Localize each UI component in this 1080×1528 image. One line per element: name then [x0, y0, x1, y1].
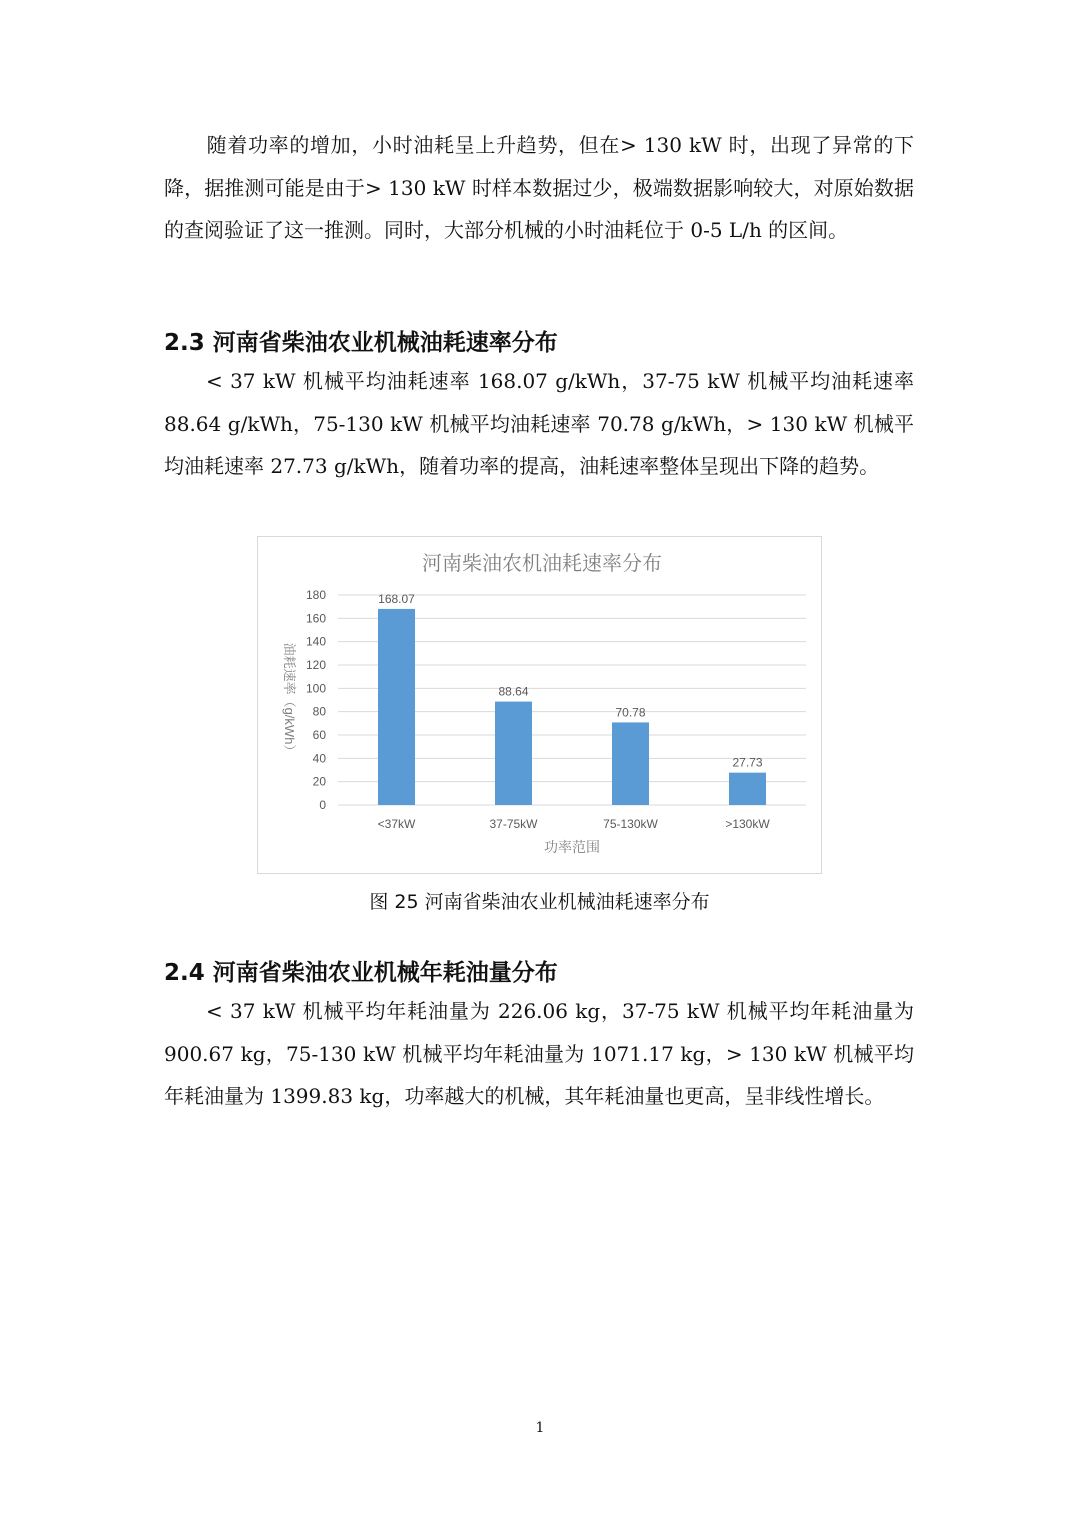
- data-label: 27.73: [732, 755, 763, 770]
- y-tick-label: 80: [312, 704, 326, 719]
- bar: [378, 609, 415, 805]
- paragraph-annual-consumption: [164, 990, 914, 1118]
- y-tick-label: 140: [305, 634, 326, 649]
- paragraph-text: 随着功率的增加，小时油耗呈上升趋势，但在> 130 kW 时，出现了异常的下降，据推测可能是由于> 130 kW 时样本数据过少，极端数据影响较大，对原始数据的查阅验证了这一推测。同时，大部分机械的小时油耗位于 0-5 L/h 的区间。: [164, 133, 914, 242]
- section-heading-2-4: 2.4 河南省柴油农业机械年耗油量分布: [164, 960, 558, 986]
- paragraph-hourly-consumption: [164, 124, 914, 252]
- y-tick-label: 20: [312, 774, 326, 789]
- page-number: 1: [535, 1420, 545, 1436]
- paragraph-text: < 37 kW 机械平均年耗油量为 226.06 kg，37-75 kW 机械平均年耗油量为 900.67 kg，75-130 kW 机械平均年耗油量为 1071.17 kg，> 130 kW 机械平均年耗油量为 1399.83 kg，功率越大的机械，其年耗油量也更高，呈非线性增长。: [164, 999, 914, 1108]
- data-label: 70.78: [615, 705, 646, 720]
- x-axis-label: 功率范围: [544, 839, 600, 855]
- bar: [495, 702, 532, 805]
- paragraph-consumption-rate: [164, 360, 914, 488]
- y-tick-label: 160: [305, 611, 326, 626]
- y-axis-label: 油耗速率（g/kWh）: [282, 642, 297, 758]
- bar: [612, 722, 649, 805]
- figure-caption: 图 25 河南省柴油农业机械油耗速率分布: [369, 891, 710, 913]
- data-label: 88.64: [498, 684, 529, 699]
- y-tick-label: 40: [312, 751, 326, 766]
- x-tick-label: 37-75kW: [489, 817, 538, 831]
- chart-figure: [257, 536, 822, 874]
- y-tick-label: 60: [312, 728, 326, 742]
- paragraph-text: < 37 kW 机械平均油耗速率 168.07 g/kWh，37-75 kW 机械平均油耗速率 88.64 g/kWh，75-130 kW 机械平均油耗速率 70.78 g/kWh，> 130 kW 机械平均油耗速率 27.73 g/kWh，随着功率的提高，油耗速率整体呈现出下降的趋势。: [164, 369, 914, 478]
- y-tick-label: 0: [319, 798, 326, 812]
- y-tick-label: 180: [305, 588, 326, 602]
- section-heading-2-3: 2.3 河南省柴油农业机械油耗速率分布: [164, 330, 558, 356]
- bar-chart: [258, 537, 823, 875]
- x-tick-label: <37kW: [377, 817, 416, 831]
- x-tick-label: 75-130kW: [603, 817, 658, 831]
- chart-title: 河南柴油农机油耗速率分布: [422, 553, 662, 575]
- data-label: 168.07: [378, 591, 415, 606]
- bar: [729, 773, 766, 805]
- y-tick-label: 100: [305, 681, 326, 696]
- x-tick-label: >130kW: [725, 817, 770, 831]
- y-tick-label: 120: [305, 658, 326, 672]
